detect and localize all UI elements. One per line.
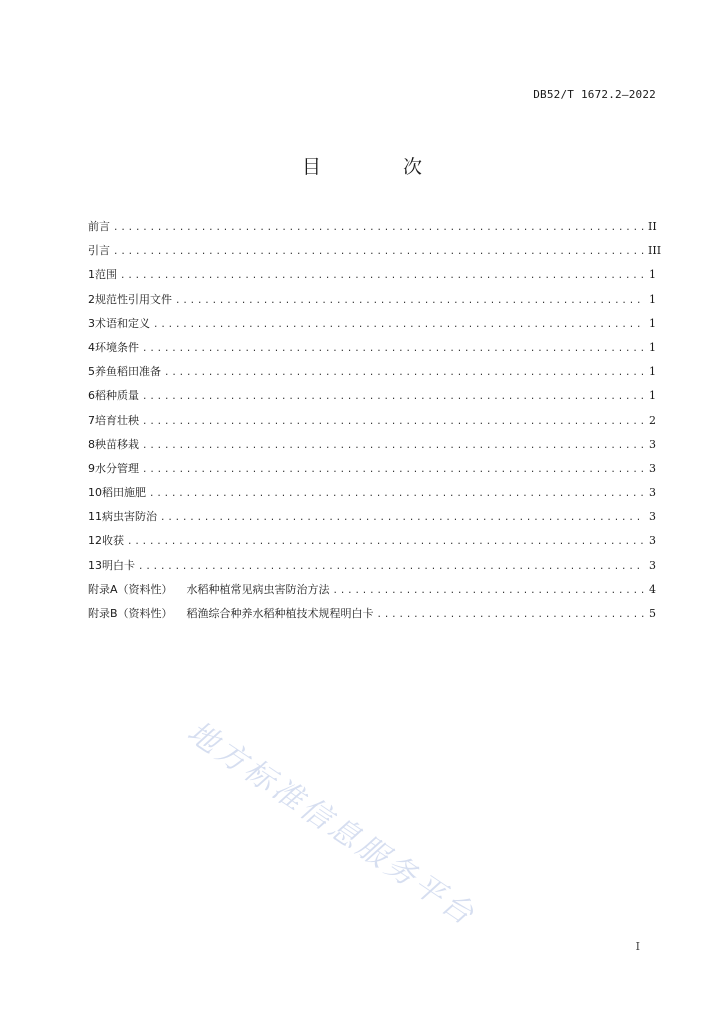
toc-entry-label: 引言 [88,244,110,258]
toc-entry-label: 病虫害防治 [102,510,157,524]
toc-entry-page: 4 [649,582,656,596]
toc-entry-page: 1 [649,340,656,354]
toc-entry[interactable] [88,460,656,484]
toc-entry-number: 8 [88,437,95,451]
toc-entry-number: 13 [88,558,102,572]
toc-entry-label: 稻渔综合种养水稻种植技术规程明白卡 [186,607,374,620]
toc-entry-number: 1 [88,268,95,282]
toc-entry[interactable] [88,581,656,605]
dot-leader [138,562,644,572]
dot-leader [333,586,644,596]
toc-entry-page: 3 [649,510,656,524]
watermark: 地方标准信息服务平台 [180,714,483,934]
toc-entry-label: 规范性引用文件 [95,292,172,306]
toc-entry[interactable] [88,291,656,315]
toc-entry[interactable] [88,339,656,363]
toc-entry[interactable] [88,557,656,581]
dot-leader [175,296,644,306]
toc-entry-page: 3 [649,558,656,572]
toc-entry[interactable] [88,532,656,556]
toc-entry-number: 7 [88,413,95,427]
toc-entry-page: 5 [649,607,656,620]
dot-leader [149,489,644,499]
toc-entry-number: 11 [88,510,102,524]
toc-entry-label: 前言 [88,220,110,233]
toc-entry[interactable] [88,315,656,339]
toc-entry-label: 范围 [95,268,117,282]
dot-leader [153,320,644,330]
toc-entry-label: 环境条件 [95,340,139,354]
toc-entry-label: 稻种质量 [95,389,139,403]
toc-entry-label: 术语和定义 [95,316,150,330]
dot-leader [142,392,644,402]
toc-entry-number: 附录B（资料性） [88,607,173,620]
toc-entry-label: 稻田施肥 [102,486,146,500]
toc-entry[interactable] [88,218,656,242]
toc-entry-number: 3 [88,316,95,330]
dot-leader [113,223,644,233]
dot-leader [377,610,644,620]
toc-entry-page: 3 [649,437,656,451]
toc-entry[interactable] [88,508,656,532]
dot-leader [164,368,644,378]
dot-leader [142,441,644,451]
toc-entry-number: 4 [88,340,95,354]
toc-entry[interactable] [88,605,656,629]
toc-entry-page: 3 [649,534,656,548]
toc-entry-label: 收获 [102,534,124,548]
toc-entry-number: 5 [88,365,95,379]
dot-leader [127,537,644,547]
toc-entry-label: 水稻种植常见病虫害防治方法 [186,582,330,596]
toc-entry-label: 水分管理 [95,461,139,475]
toc-entry-number: 2 [88,292,95,306]
dot-leader [142,344,644,354]
toc-entry-number: 6 [88,389,95,403]
toc-entry-page: 1 [649,365,656,379]
page-number: I [635,940,640,953]
toc-entry[interactable] [88,266,656,290]
toc-entry-page: 3 [649,461,656,475]
toc-entry-page: 1 [649,268,656,282]
toc-entry-page: 3 [649,486,656,500]
toc-entry-number: 12 [88,534,102,548]
toc-entry-number: 附录A（资料性） [88,582,173,596]
dot-leader [160,513,644,523]
toc-entry[interactable] [88,363,656,387]
toc-entry-label: 明白卡 [102,558,135,572]
toc-entry[interactable] [88,242,662,266]
toc-entry-label: 秧苗移栽 [95,437,139,451]
table-of-contents [88,218,662,629]
dot-leader [142,465,644,475]
toc-entry-label: 养鱼稻田准备 [95,365,161,379]
toc-entry[interactable] [88,412,656,436]
toc-entry-page: II [648,220,657,233]
toc-entry-page: III [648,244,662,258]
toc-entry-label: 培育壮秧 [95,413,139,427]
toc-entry-number: 10 [88,486,102,500]
toc-entry-page: 1 [649,292,656,306]
toc-entry-page: 1 [649,389,656,403]
standard-code: DB52/T 1672.2—2022 [533,88,656,101]
page-title: 目 次 [301,156,461,178]
dot-leader [113,247,644,257]
toc-entry-page: 1 [649,316,656,330]
toc-entry[interactable] [88,436,656,460]
dot-leader [120,271,644,281]
toc-entry-number: 9 [88,461,95,475]
toc-entry-page: 2 [649,413,656,427]
dot-leader [142,417,644,427]
toc-entry[interactable] [88,387,656,411]
toc-entry[interactable] [88,484,656,508]
